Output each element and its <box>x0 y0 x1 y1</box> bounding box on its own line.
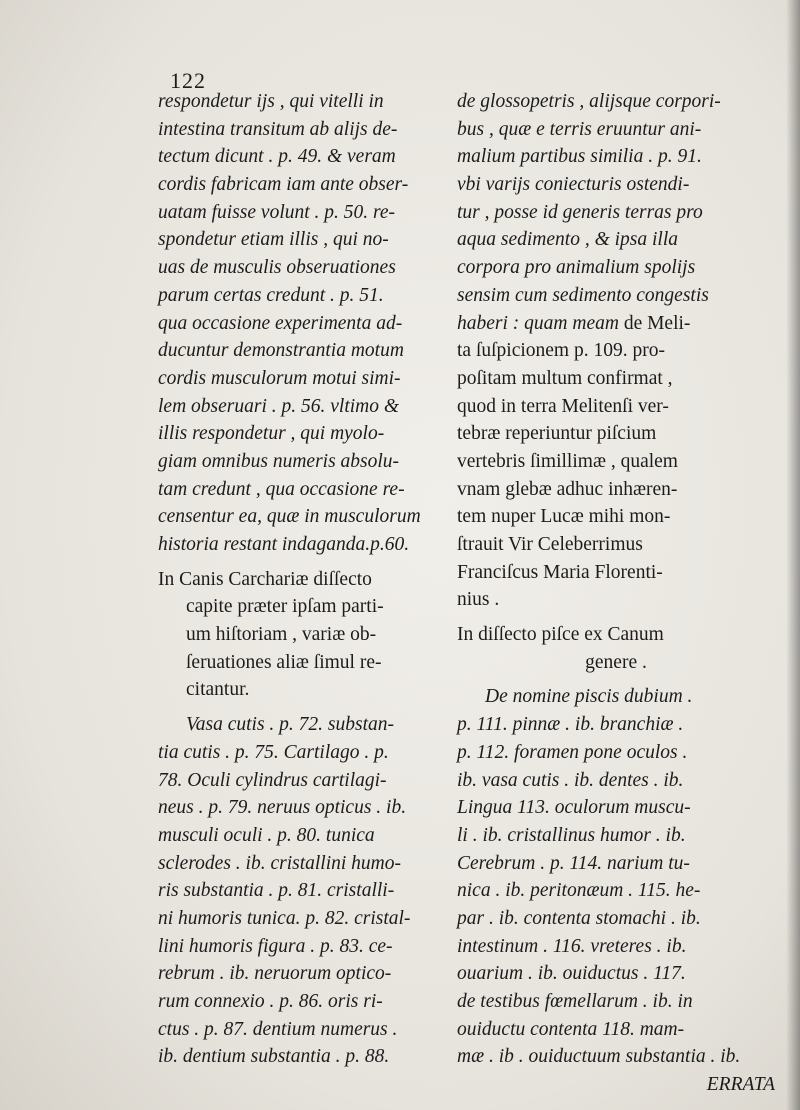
text-line: de testibus fœmellarum . ib. in <box>457 991 693 1012</box>
text-fragment: haberi : quam meam <box>457 312 619 334</box>
text-line: Lingua 113. oculorum muscu- <box>457 797 691 819</box>
text-line: vbi varijs coniecturis ostendi- <box>457 174 690 196</box>
text-line: censentur ea, quæ in musculorum <box>158 506 421 528</box>
text-line: tectum dicunt . p. 49. & veram <box>158 146 396 168</box>
text-line: p. 112. foramen pone oculos . <box>457 741 688 763</box>
text-line: tam credunt , qua occasione re- <box>158 478 405 500</box>
text-line: cordis musculorum motui simi- <box>158 367 401 389</box>
text-line: ni humoris tunica. p. 82. cristal- <box>158 907 411 929</box>
text-line: ouarium . ib. ouiductus . 117. <box>457 963 686 985</box>
text-line: musculi oculi . p. 80. tunica <box>158 824 375 846</box>
right-index-block-1 <box>457 88 775 614</box>
text-line: aqua sedimento , & ipsa illa <box>457 229 678 251</box>
page-number: 122 <box>170 68 206 93</box>
text-line: illis respondetur , qui myolo- <box>158 423 385 445</box>
text-line: sensim cum sedimento congestis <box>457 284 709 306</box>
text-line: tia cutis . p. 75. Cartilago . p. <box>158 741 389 763</box>
text-line: ris substantia . p. 81. cristalli- <box>158 880 395 902</box>
text-line: mæ . ib . ouiductuum substantia . ib. <box>457 1046 741 1068</box>
text-line: Vasa cutis . p. 72. substan- <box>186 714 395 736</box>
text-line: nius . <box>457 589 500 611</box>
text-line: ſtrauit Vir Celeberrimus <box>457 534 643 555</box>
text-line: p. 111. pinnæ . ib. branchiæ . <box>457 714 684 736</box>
text-line: ducuntur demonstrantia motum <box>158 340 404 362</box>
text-line: vertebris ſimillimæ , qualem <box>457 450 678 472</box>
text-line: lem obseruari . p. 56. vltimo & <box>158 395 400 417</box>
right-column <box>457 88 775 1099</box>
heading-line: In Canis Carchariæ diſſecto <box>158 568 372 590</box>
text-line: par . ib. contenta stomachi . ib. <box>457 907 701 929</box>
text-line: respondetur ijs , qui vitelli in <box>158 91 384 112</box>
text-line: nica . ib. peritonæum . 115. he- <box>457 880 701 902</box>
text-line: rebrum . ib. neruorum optico- <box>158 963 392 985</box>
text-line: quod in terra Melitenſi ver- <box>457 395 669 417</box>
text-line: bus , quæ e terris eruuntur ani- <box>457 118 702 140</box>
text-line: ouiductu contenta 118. mam- <box>457 1018 685 1040</box>
text-fragment: de Meli- <box>618 312 691 334</box>
text-line: tur , posse id generis terras pro <box>457 201 703 223</box>
text-line: ctus . p. 87. dentium numerus . <box>158 1018 398 1040</box>
left-section-heading <box>158 566 450 704</box>
text-line: malium partibus similia . p. 91. <box>457 146 702 168</box>
text-line: ta ſuſpicionem p. 109. pro- <box>457 340 665 362</box>
text-line: neus . p. 79. neruus opticus . ib. <box>158 797 407 819</box>
text-line: tem nuper Lucæ mihi mon- <box>457 506 671 528</box>
text-line: lini humoris figura . p. 83. ce- <box>158 935 393 957</box>
text-line: giam omnibus numeris absolu- <box>158 450 400 472</box>
text-line: Cerebrum . p. 114. narium tu- <box>457 852 690 874</box>
mixed-line <box>457 310 775 338</box>
text-line: cordis fabricam iam ante obser- <box>158 174 409 196</box>
text-line: intestinum . 116. vreteres . ib. <box>457 935 687 957</box>
text-line: ib. dentium substantia . p. 88. <box>158 1046 390 1068</box>
heading-line: citantur. <box>186 679 250 701</box>
text-line: qua occasione experimenta ad- <box>158 312 403 334</box>
text-line: uas de musculis obseruationes <box>158 257 396 279</box>
text-line: historia restant indaganda.p.60. <box>158 534 410 555</box>
right-section-heading <box>457 621 775 676</box>
heading-line: genere . <box>585 651 647 673</box>
text-line: De nomine piscis dubium . <box>485 686 693 708</box>
text-line: rum connexio . p. 86. oris ri- <box>158 991 383 1012</box>
text-line: sclerodes . ib. cristallini humo- <box>158 852 402 874</box>
text-line: uatam fuisse volunt . p. 50. re- <box>158 201 396 223</box>
text-line: de glossopetris , alijsque corpori- <box>457 91 721 112</box>
text-line: corpora pro animalium spolijs <box>457 257 696 279</box>
text-line: tebræ reperiuntur piſcium <box>457 423 657 445</box>
heading-line: ſeruationes aliæ ſimul re- <box>186 651 382 673</box>
right-index-block-2 <box>457 683 775 1098</box>
text-line: intestina transitum ab alijs de- <box>158 118 398 140</box>
text-line: Franciſcus Maria Florenti- <box>457 561 663 583</box>
heading-line: In diſſecto piſce ex Canum <box>457 624 664 646</box>
text-line: 78. Oculi cylindrus cartilagi- <box>158 769 387 791</box>
text-line: ib. vasa cutis . ib. dentes . ib. <box>457 769 684 791</box>
heading-line: um hiſtoriam , variæ ob- <box>186 624 377 646</box>
catchword: ERRATA <box>706 1074 775 1096</box>
heading-line: capite præter ipſam parti- <box>186 596 384 618</box>
text-line: parum certas credunt . p. 51. <box>158 284 384 306</box>
page-edge-shadow <box>786 0 800 1110</box>
text-line: poſitam multum confirmat , <box>457 367 673 389</box>
text-line: spondetur etiam illis , qui no- <box>158 229 389 251</box>
left-index-block-1 <box>158 88 450 559</box>
left-column <box>158 88 450 1071</box>
left-index-block-2 <box>158 711 450 1071</box>
text-line: vnam glebæ adhuc inhæren- <box>457 478 678 500</box>
text-line: li . ib. cristallinus humor . ib. <box>457 824 686 846</box>
